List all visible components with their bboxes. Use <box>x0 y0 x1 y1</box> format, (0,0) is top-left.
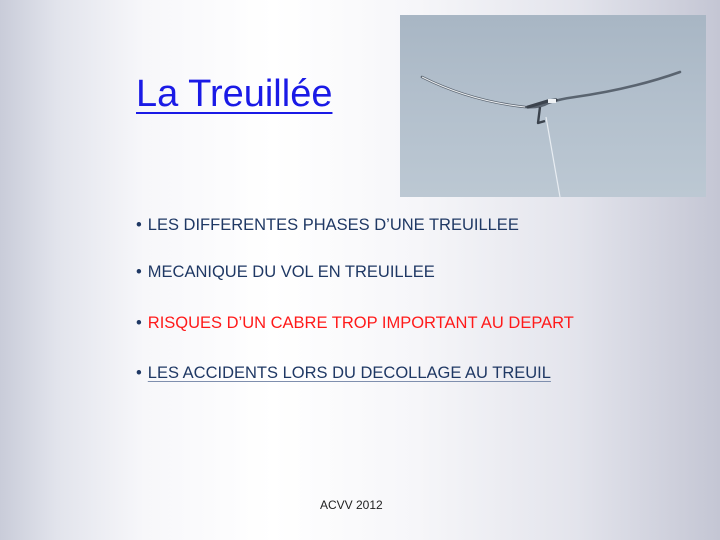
slide-title-link[interactable]: La Treuillée <box>136 73 333 115</box>
glider-illustration <box>400 15 706 197</box>
bullet-marker: • <box>136 314 142 332</box>
glider-canopy <box>548 99 556 103</box>
footer-text: ACVV 2012 <box>320 498 383 512</box>
bullet-text: MECANIQUE DU VOL EN TREUILLEE <box>147 263 435 281</box>
bullet-item-link[interactable] <box>136 362 551 384</box>
glider-tail <box>538 107 545 123</box>
bullet-text-link[interactable]: LES ACCIDENTS LORS DU DECOLLAGE AU TREUIL <box>147 364 551 382</box>
bullet-item <box>136 261 435 283</box>
bullet-item-highlighted <box>136 312 574 334</box>
bullet-marker: • <box>136 364 142 382</box>
bullet-marker: • <box>136 216 142 234</box>
winch-cable <box>546 117 560 197</box>
glider-winch-launch-photo <box>400 15 706 197</box>
wing-highlight <box>422 77 525 107</box>
bullet-marker: • <box>136 263 142 281</box>
bullet-item <box>136 214 519 236</box>
bullet-text-highlighted: RISQUES D’UN CABRE TROP IMPORTANT AU DEPART <box>147 314 574 332</box>
bullet-text: LES DIFFERENTES PHASES D’UNE TREUILLEE <box>147 216 519 234</box>
